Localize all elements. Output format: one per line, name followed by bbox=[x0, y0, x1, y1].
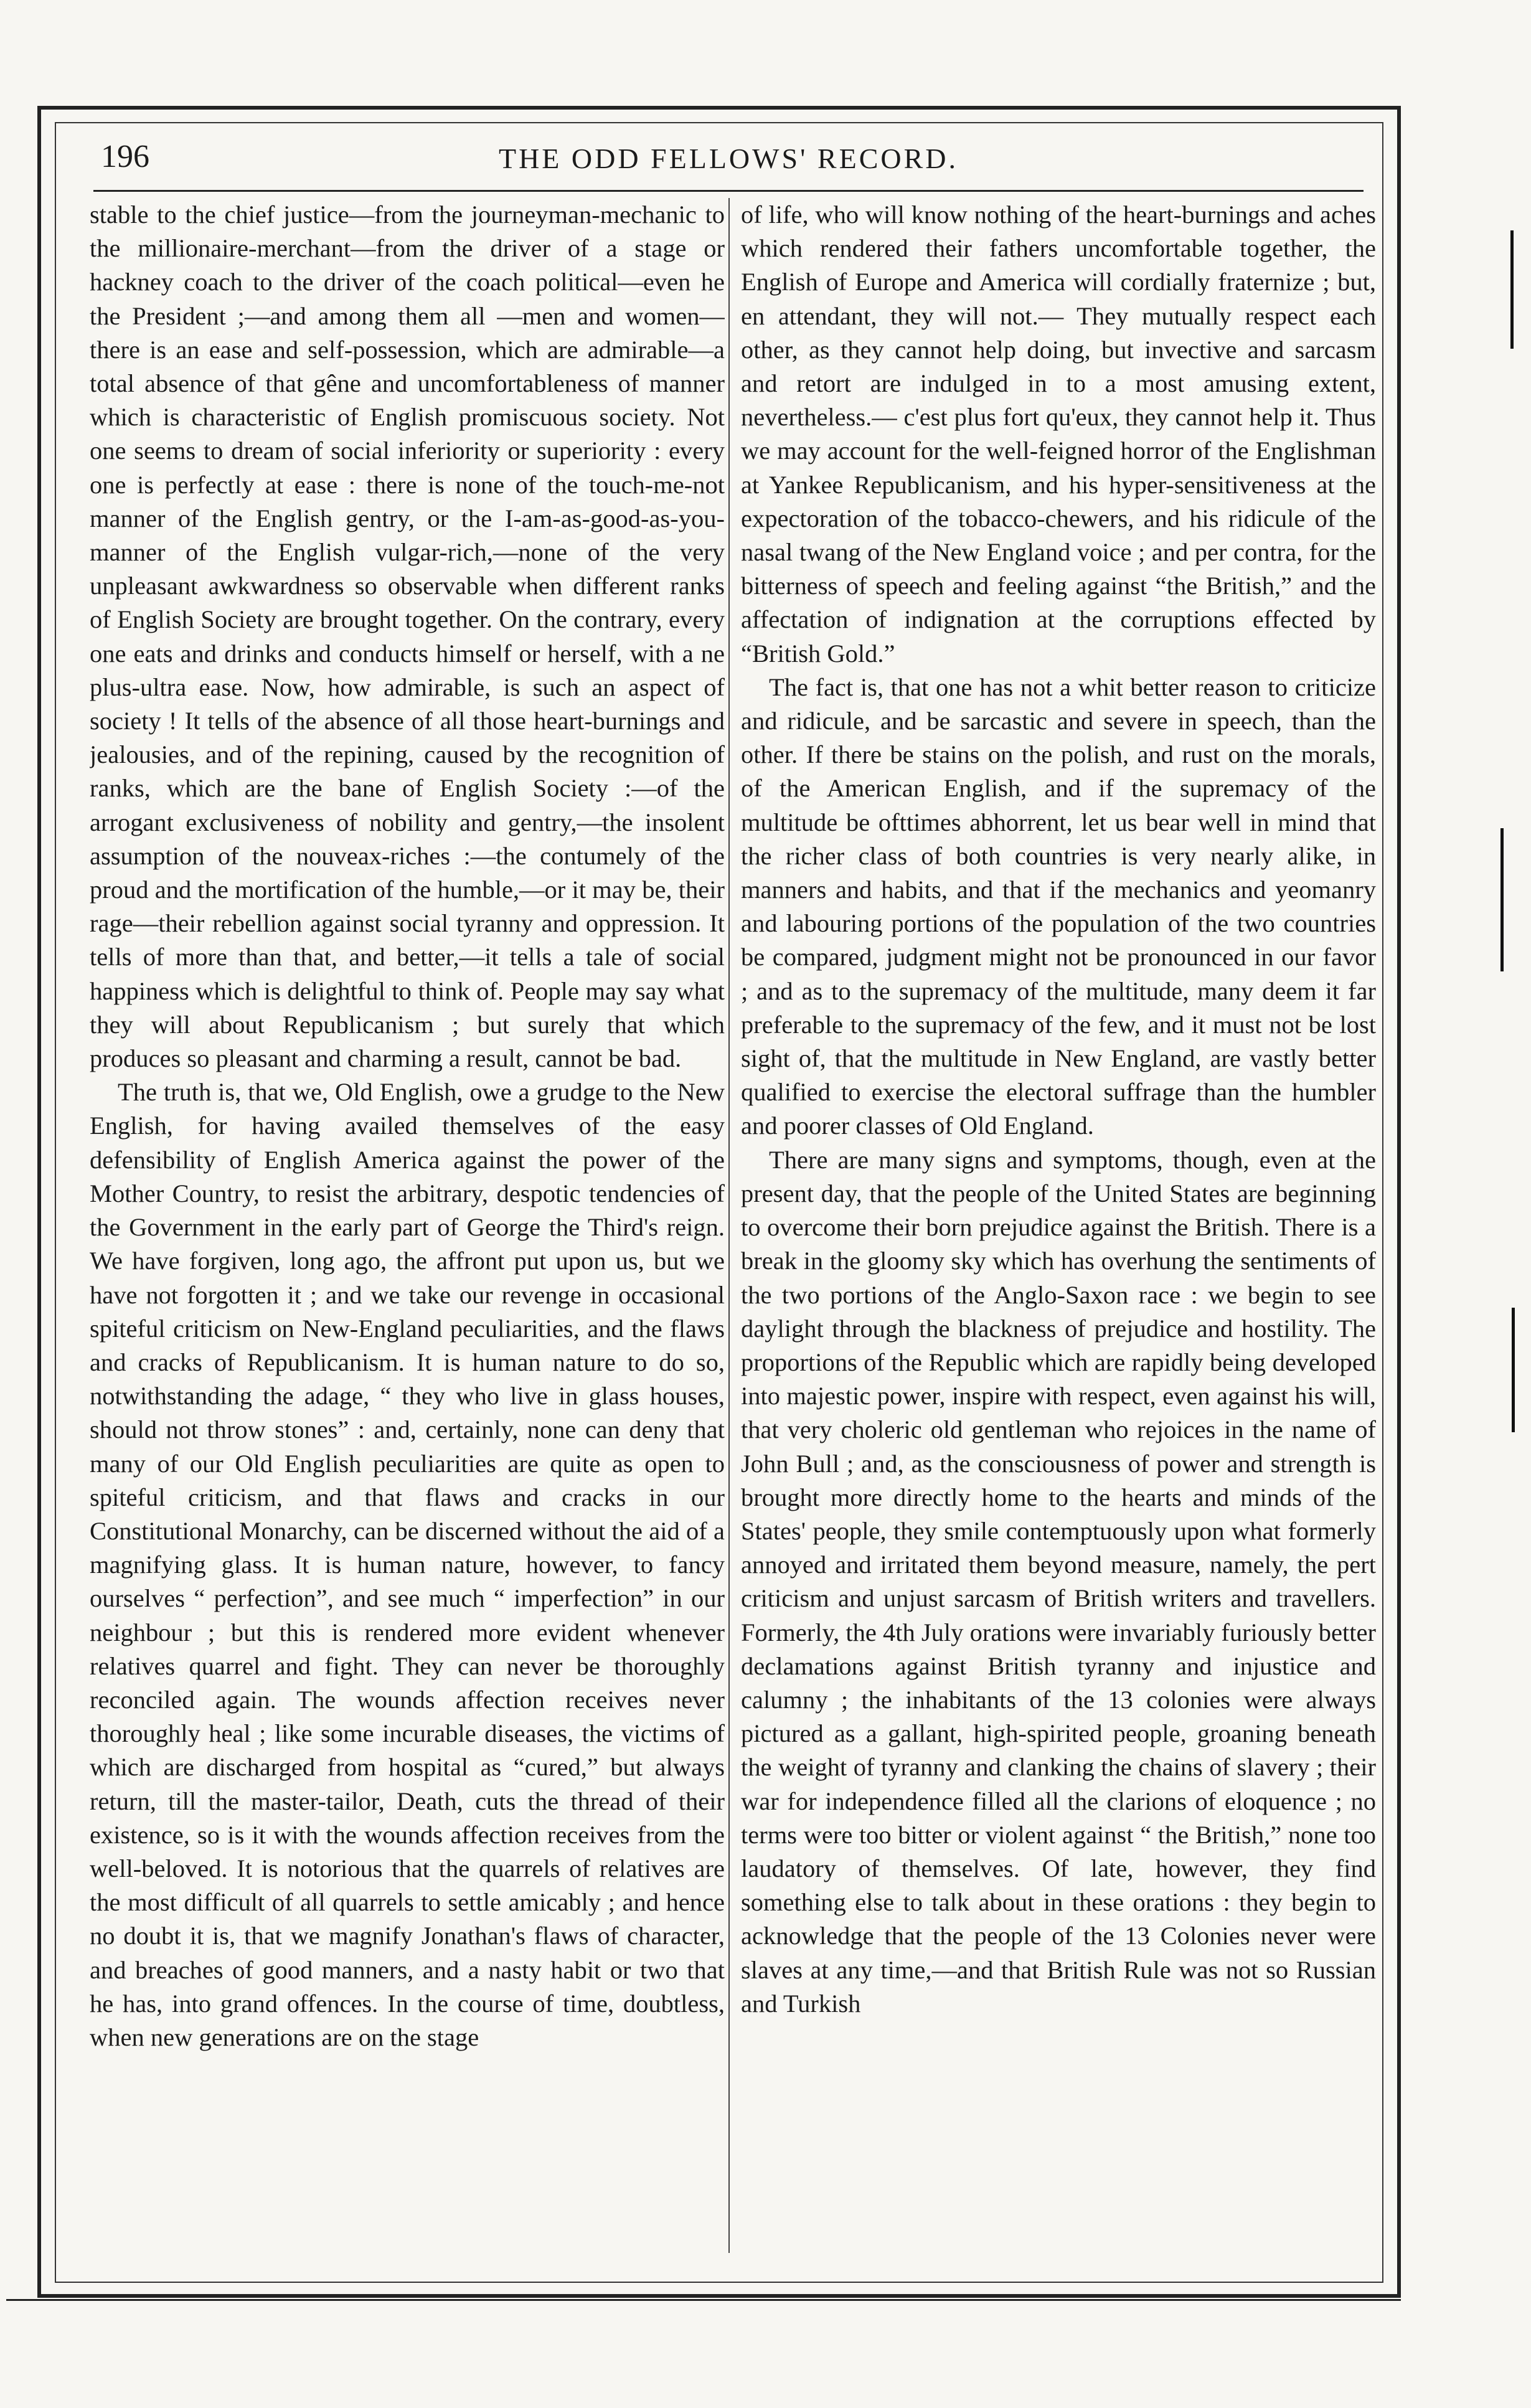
bottom-rule bbox=[6, 2299, 1401, 2301]
right-column bbox=[741, 198, 1376, 2272]
journal-title: THE ODD FELLOWS' RECORD. bbox=[498, 143, 959, 174]
right-paragraph-2: The fact is, that one has not a whit better reason to criticize and ridicule, and be sarcastic and severe in speech, than the other. If there be stains on the polish, and rust on the morals, of the American English, and if the supremacy of the multitude be ofttimes abhorrent, let us bear well in mind that the richer class of both countries is very nearly alike, in manners and habits, and that if the mechanics and yeomanry and labouring portions of the population of the two countries be compared, judgment might not be pronounced in our favor ; and as to the supremacy of the multitude, many deem it far preferable to the supremacy of the few, and it must not be lost sight of, that the multitude in New England, are vastly better qualified to exercise the electoral suffrage than the humbler and poorer classes of Old England. bbox=[741, 673, 1376, 1140]
right-paragraph-3: There are many signs and symptoms, though, even at the present day, that the people of the United States are beginning to overcome their born prejudice against the British. There is a break in the gloomy sky which has overhung the sentiments of the two portions of the Anglo-Saxon race : we begin to see daylight through the blackness of prejudice and hostility. The proportions of the Republic which are rapidly being developed into majestic power, inspire with respect, even against his will, that very choleric old gentleman who rejoices in the name of John Bull ; and, as the consciousness of power and strength is brought more directly home to the hearts and minds of the States' people, they smile contemptuously upon what formerly annoyed and irritated them beyond measure, namely, the pert criticism and unjust sarcasm of British writers and travellers. Formerly, the 4th July orations were invariably furiously better declamations against British tyranny and injustice and calumny ; the inhabitants of the 13 colonies were always pictured as a gallant, high-spirited people, groaning beneath the weight of tyranny and clanking the chains of slavery ; their war for independence filled all the clarions of eloquence ; no terms were too bitter or violent against “ the British,” none too laudatory of themselves. Of late, however, they find something else to talk about in these orations : they begin to acknowledge that the people of the 13 Colonies never were slaves at any time,—and that British Rule was not so Russian and Turkish bbox=[741, 1145, 1376, 2018]
left-column bbox=[90, 198, 725, 2272]
page-header bbox=[93, 131, 1364, 193]
margin-mark bbox=[1512, 1308, 1515, 1432]
header-rule bbox=[93, 190, 1364, 192]
left-paragraph-1: stable to the chief justice—from the journeyman-mechanic to the millionaire-merchant—from the driver of a stage or hackney coach to the driver of the coach political—even he the President ;—and among them all —men and women—there is an ease and self-possession, which are admirable—a total absence of that gêne and uncomfortableness of manner which is characteristic of English promiscuous society. Not one seems to dream of social inferiority or superiority : every one is perfectly at ease : there is none of the touch-me-not manner of the English gentry, or the I-am-as-good-as-you-manner of the English vulgar-rich,—none of the very unpleasant awkwardness so observable when different ranks of English Society are brought together. On the contrary, every one eats and drinks and conducts himself or herself, with a ne plus-ultra ease. Now, how admirable, is such an aspect of society ! It tells of the absence of all those heart-burnings and jealousies, and of the repining, caused by the recognition of ranks, which are the bane of English Society :—of the arrogant exclusiveness of nobility and gentry,—the insolent assumption of the nouveax-riches :—the contumely of the proud and the mortification of the humble,—or it may be, their rage—their rebellion against social tyranny and oppression. It tells of more than that, and better,—it tells a tale of social happiness which is delightful to think of. People may say what they will about Republicanism ; but surely that which produces so pleasant and charming a result, cannot be bad. bbox=[90, 201, 725, 1073]
column-divider bbox=[728, 198, 730, 2253]
left-paragraph-2: The truth is, that we, Old English, owe a grudge to the New English, for having availed themselves of the easy defensibility of English America against the power of the Mother Country, to resist the arbitrary, despotic tendencies of the Government in the early part of George the Third's reign. We have forgiven, long ago, the affront put upon us, but we have not forgotten it ; and we take our revenge in occasional spiteful criticism on New-England peculiarities, and the flaws and cracks of Republicanism. It is human nature to do so, notwithstanding the adage, “ they who live in glass houses, should not throw stones” : and, certainly, none can deny that many of our Old English peculiarities are quite as open to spiteful criticism, and that flaws and cracks in our Constitutional Monarchy, can be discerned without the aid of a magnifying glass. It is human nature, however, to fancy ourselves “ perfection”, and see much “ imperfection” in our neighbour ; but this is rendered more evident whenever relatives quarrel and fight. They can never be thoroughly reconciled again. The wounds affection receives never thoroughly heal ; like some incurable diseases, the victims of which are discharged from hospital as “cured,” but always return, till the master-tailor, Death, cuts the thread of their existence, so is it with the wounds affection receives from the well-beloved. It is notorious that the quarrels of relatives are the most difficult of all quarrels to settle amicably ; and hence no doubt it is, that we magnify Jonathan's flaws of character, and breaches of good manners, and a nasty habit or two that he has, into grand offences. In the course of time, doubtless, when new generations are on the stage bbox=[90, 1078, 725, 2051]
page-number: 196 bbox=[101, 139, 149, 174]
right-paragraph-1: of life, who will know nothing of the heart-burnings and aches which rendered their fathers uncomfortable together, the English of Europe and America will cordially fraternize ; but, en attendant, they will not.— They mutually respect each other, as they cannot help doing, but invective and sarcasm and retort are indulged in to a most amusing extent, nevertheless.— c'est plus fort qu'eux, they cannot help it. Thus we may account for the well-feigned horror of the Englishman at Yankee Republicanism, and his hyper-sensitiveness at the expectoration of the tobacco-chewers, and his ridicule of the nasal twang of the New England voice ; and per contra, for the bitterness of speech and feeling against “the British,” and the affectation of indignation at the corruptions effected by “British Gold.” bbox=[741, 201, 1376, 668]
margin-mark bbox=[1500, 828, 1504, 971]
margin-mark bbox=[1510, 230, 1514, 349]
